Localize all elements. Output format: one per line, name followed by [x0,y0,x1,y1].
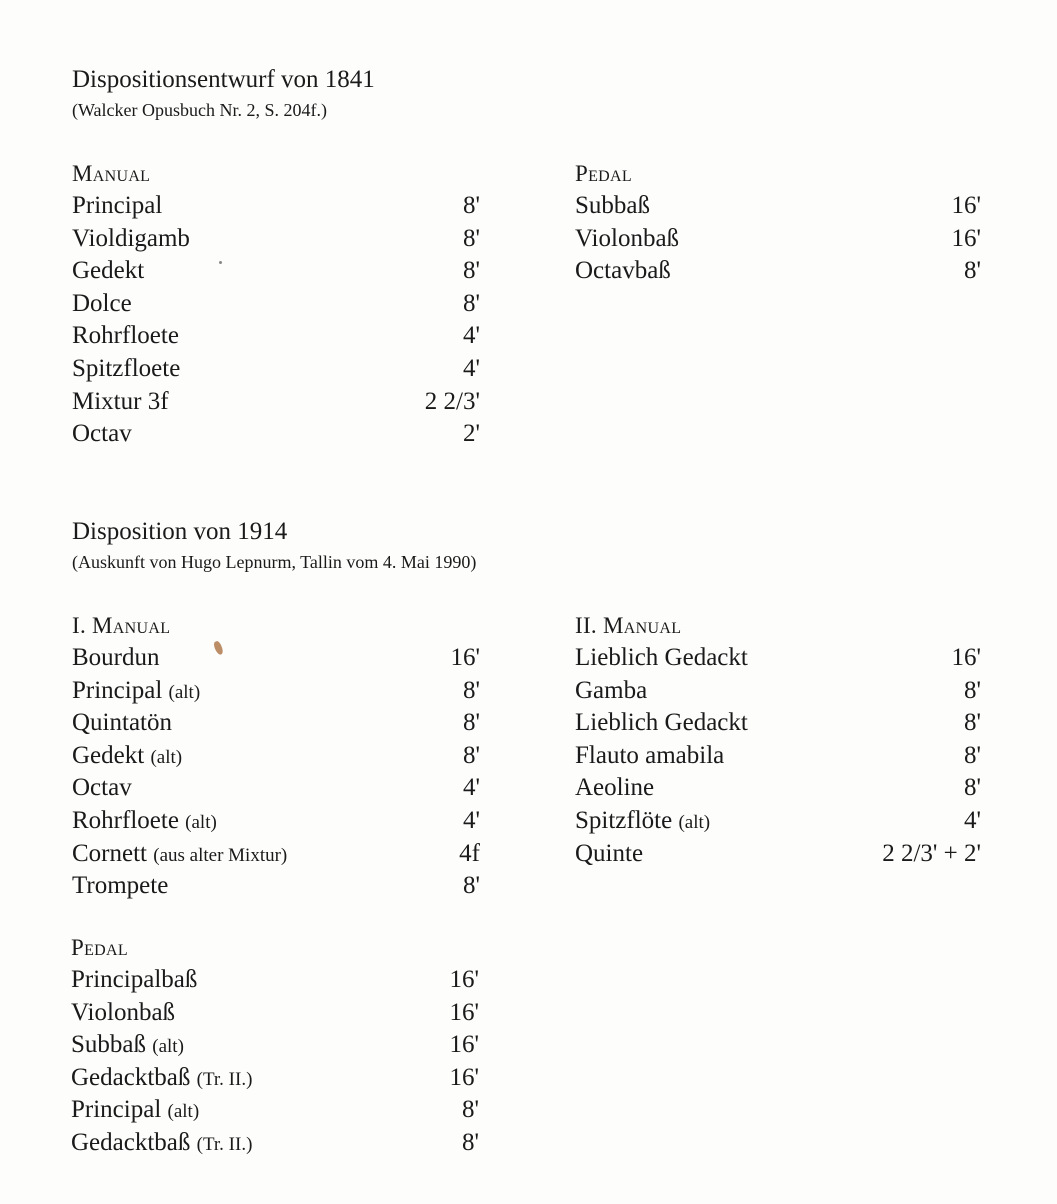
stop-name: Subbaß [575,192,650,219]
stop-pitch: 8' [462,872,480,900]
stop-label [72,675,200,708]
stop-name: Gedekt [72,741,145,769]
stop-pitch: 8' [963,257,981,285]
stop-pitch: 4' [462,806,480,834]
stop-label [71,1127,252,1160]
stop-note: (alt) [167,1101,200,1123]
stop-pitch: 16' [449,966,479,993]
stop-label [72,418,132,451]
stop-name: Mixtur 3f [72,387,169,415]
stop-row [72,320,480,353]
stop-name: Aeoline [575,774,655,802]
manual-ii-1914-column [575,610,981,870]
stop-note: (aus alter Mixtur) [153,844,288,866]
stop-pitch: 16' [449,998,479,1026]
stop-row [72,353,480,386]
pedal-1914-heading: Pedal [71,935,128,960]
stop-note: (alt) [678,811,711,833]
stop-note: (alt) [152,1036,184,1058]
stop-label [575,223,679,256]
stop-name: Subbaß [71,1031,146,1059]
stop-name: Violonbaß [71,998,176,1026]
stop-label [72,642,160,675]
stop-name: Gedacktbaß [71,1063,191,1091]
stop-row [575,675,981,708]
section-1841-title: Dispositionsentwurf von 1841 [72,66,375,93]
stop-name: Octav [72,420,132,448]
stop-row [72,772,480,805]
stop-row [72,838,480,871]
stop-label [575,740,724,773]
stop-label [72,740,182,773]
stop-pitch: 8' [462,741,480,769]
stop-pitch: 8' [462,676,480,704]
stop-name: Spitzflöte [575,806,673,834]
stop-pitch: 4' [462,322,480,350]
section-1841-subtitle: (Walcker Opusbuch Nr. 2, S. 204f.) [72,100,327,120]
stop-name: Octav [72,774,132,802]
stop-pitch: 2 2/3' + 2' [882,839,981,867]
pedal-1841-heading: Pedal [575,161,632,186]
stop-label [72,707,172,740]
stop-label [575,838,643,871]
section-1914-title: Disposition von 1914 [72,518,288,545]
stop-name: Gedekt [72,257,145,285]
stop-pitch: 8' [461,1128,479,1156]
stop-pitch: 16' [449,1063,479,1091]
pedal-1841-stop-list [575,190,981,288]
stop-row [71,1062,479,1095]
stop-pitch: 16' [449,1031,479,1059]
stop-label [575,642,748,675]
stop-row [72,223,480,256]
stop-pitch: 8' [462,289,480,317]
manual-i-1914-stop-list [72,642,480,903]
stop-pitch: 8' [462,709,480,737]
stop-pitch: 4' [462,774,480,802]
stop-pitch: 4f [459,839,480,867]
stop-name: Violonbaß [575,224,680,252]
stop-row [72,386,480,419]
stop-name: Lieblich Gedackt [575,709,748,737]
stop-pitch: 8' [963,774,981,802]
scan-speck [219,261,222,264]
stop-label [71,964,197,997]
stop-row [575,190,981,223]
stop-name: Octavbaß [575,257,671,285]
stop-row [575,740,981,773]
pedal-1841-column [575,158,981,288]
stop-pitch: 4' [462,354,480,382]
manual-i-1914-column [72,610,480,903]
stop-pitch: 16' [951,224,981,252]
stop-name: Principal [72,192,163,219]
stop-label [71,997,175,1030]
stop-pitch: 16' [951,192,981,219]
pedal-1914-stop-list [71,964,479,1160]
stop-pitch: 4' [963,806,981,834]
stop-label [71,1062,252,1095]
stop-name: Gedacktbaß [71,1128,191,1156]
stop-row [71,1029,479,1062]
stop-row [72,642,480,675]
stop-pitch: 8' [461,1096,479,1124]
stop-row [71,1127,479,1160]
stop-name: Trompete [72,872,169,900]
manual-1841-stop-list [72,190,480,451]
stop-label [72,838,287,871]
stop-name: Spitzfloete [72,354,181,382]
stop-name: Lieblich Gedackt [575,644,748,671]
stop-label [72,320,179,353]
stop-label [575,772,654,805]
stop-name: Quinte [575,839,644,867]
stop-note: (alt) [150,746,183,768]
stop-row [71,997,479,1030]
stop-name: Principal [72,676,163,704]
stop-pitch: 8' [462,224,480,252]
stop-pitch: 16' [450,644,480,671]
stop-label [72,805,217,838]
stop-row [71,964,479,997]
stop-name: Flauto amabila [575,741,725,769]
stop-note: (Tr. II.) [196,1133,253,1155]
stop-label [72,223,190,256]
stop-name: Rohrfloete [72,322,179,350]
stop-row [72,870,480,903]
stop-row [575,772,981,805]
stop-pitch: 8' [462,257,480,285]
stop-label [575,255,671,288]
stop-name: Principalbaß [71,966,198,993]
pedal-1914-column [71,932,479,1160]
stop-name: Rohrfloete [72,806,179,834]
stop-label [72,255,144,288]
stop-row [72,418,480,451]
stop-label [71,1094,199,1127]
manual-1841-column [72,158,480,451]
stop-row [575,223,981,256]
stop-pitch: 16' [951,644,981,671]
stop-pitch: 8' [963,741,981,769]
stop-label [72,288,132,321]
stop-row [575,642,981,675]
stop-row [575,838,981,871]
stop-row [72,707,480,740]
manual-1841-heading: Manual [72,161,151,186]
stop-name: Dolce [72,289,132,317]
stop-note: (Tr. II.) [196,1068,253,1090]
stop-name: Violdigamb [72,224,190,252]
stop-row [72,288,480,321]
stop-name: Principal [71,1096,162,1124]
stop-pitch: 8' [963,709,981,737]
stop-label [72,190,162,223]
stop-row [72,740,480,773]
stop-row [575,255,981,288]
stop-note: (alt) [168,681,201,703]
stop-row [72,805,480,838]
stop-name: Cornett [72,839,147,867]
stop-label [72,353,180,386]
manual-ii-1914-heading: II. Manual [575,613,682,638]
section-1914-subtitle: (Auskunft von Hugo Lepnurm, Tallin vom 4. Mai 1990) [72,552,477,572]
stop-label [72,772,132,805]
stop-note: (alt) [185,811,217,833]
stop-row [72,255,480,288]
stop-row [72,190,480,223]
stop-pitch: 2' [462,420,480,448]
stop-row [71,1094,479,1127]
stop-pitch: 8' [462,192,480,219]
stop-row [575,805,981,838]
manual-ii-1914-stop-list [575,642,981,870]
stop-name: Bourdun [72,644,160,671]
stop-pitch: 2 2/3' [424,387,480,415]
stop-row [575,707,981,740]
stop-label [575,675,647,708]
stop-pitch: 8' [963,676,981,704]
stop-name: Gamba [575,676,648,704]
stop-name: Quintatön [72,709,172,737]
stop-label [72,870,168,903]
stop-label [72,386,169,419]
stop-label [575,805,710,838]
stop-label [575,707,748,740]
manual-i-1914-heading: I. Manual [72,613,171,638]
stop-row [72,675,480,708]
stop-label [575,190,650,223]
stop-label [71,1029,184,1062]
